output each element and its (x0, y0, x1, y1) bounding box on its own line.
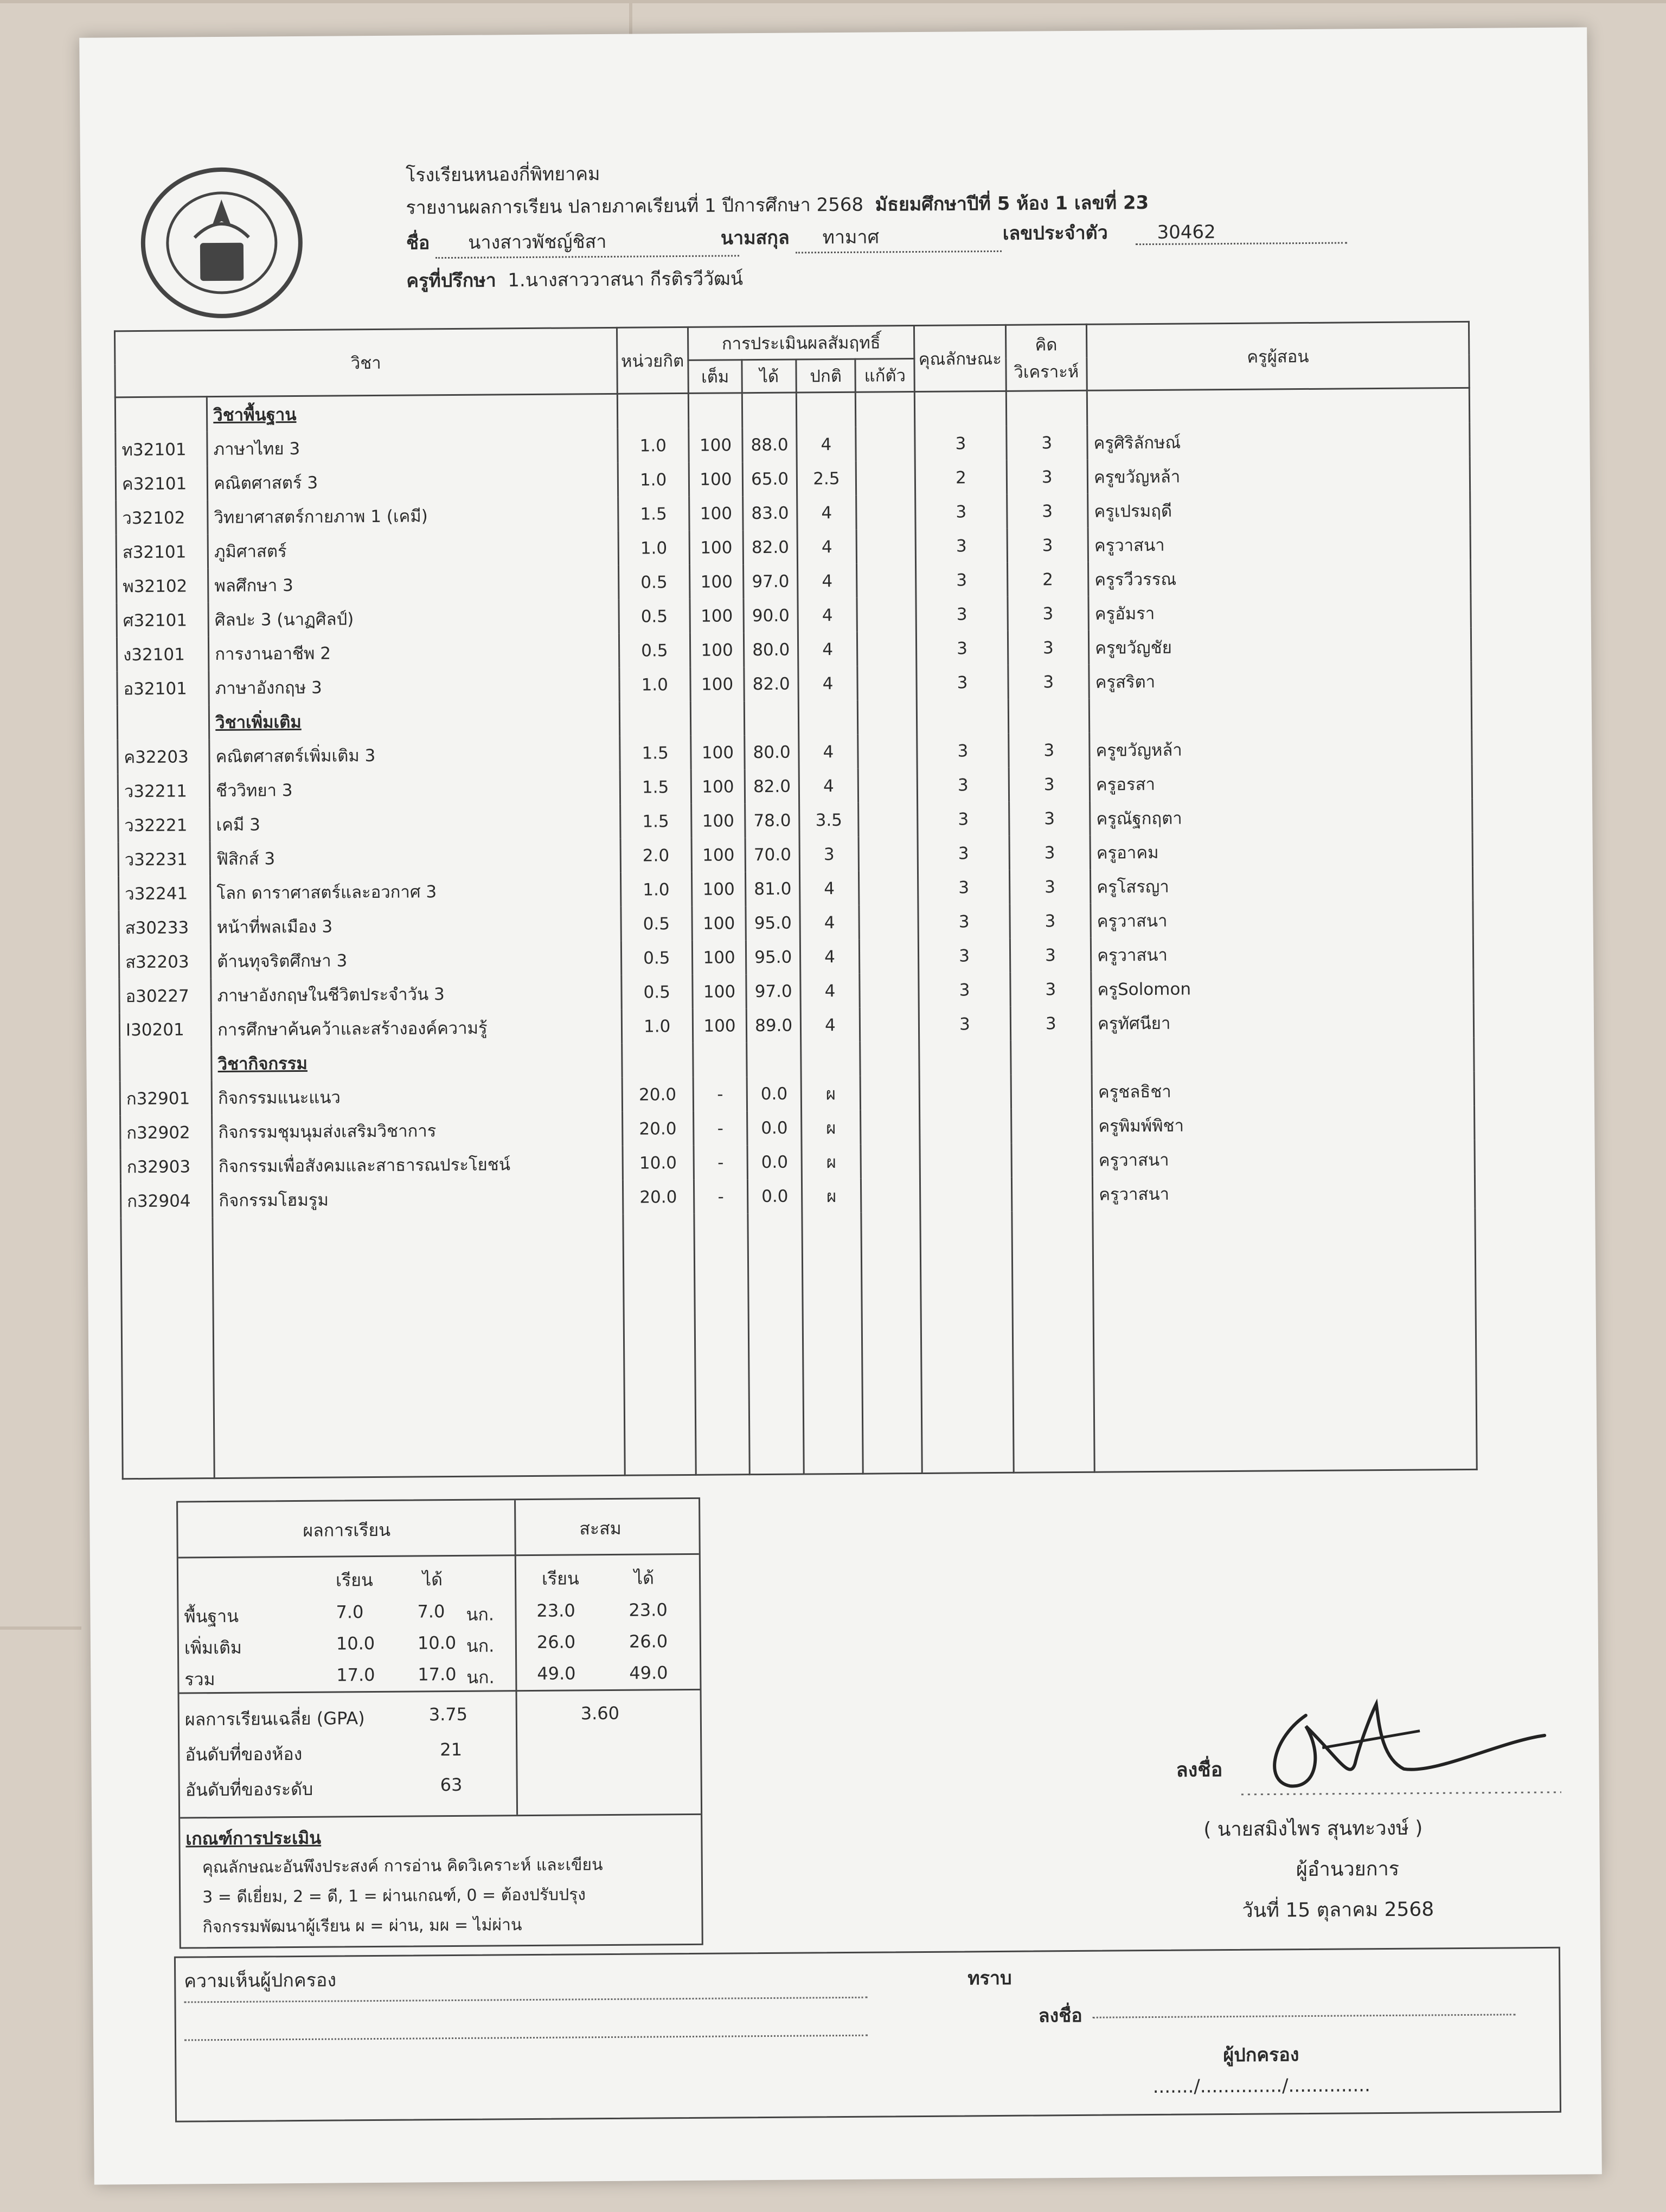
cell-credit: 0.5 (621, 906, 693, 941)
cell-name: คณิตศาสตร์เพิ่มเติม 3 (209, 736, 620, 773)
summary-cum_got: 26.0 (629, 1631, 668, 1652)
cell-char: 3 (919, 973, 1010, 1007)
col-cum-got: ได้ (633, 1567, 655, 1589)
cell-name: โลก ดาราศาสตร์และอวกาศ 3 (210, 873, 621, 910)
cell-got: 0.0 (747, 1077, 801, 1111)
cell-think: 3 (1010, 938, 1091, 973)
cell-char: 3 (917, 734, 1009, 768)
criteria-3: กิจกรรมพัฒนาผู้เรียน ผ = ผ่าน, มผ = ไม่ผ่าน (202, 1915, 522, 1937)
summary-label: เพิ่มเติม (184, 1637, 242, 1658)
cell-fix (858, 837, 918, 871)
cell-got: 80.0 (744, 633, 798, 667)
cell-code: อ32101 (117, 671, 209, 705)
cell-think: 3 (1008, 665, 1089, 699)
summary-study: 17.0 (336, 1664, 375, 1686)
name-row (406, 226, 740, 259)
class-line: มัธยมศึกษาปีที่ 5 ห้อง 1 เลขที่ 23 (875, 191, 1149, 216)
cell-credit: 1.0 (617, 428, 689, 463)
cell-fix (861, 1110, 920, 1144)
cell-code: ส32101 (116, 534, 208, 569)
summary-cum_got: 23.0 (629, 1599, 668, 1621)
cell-got: 0.0 (748, 1179, 802, 1214)
cell-name: ฟิสิกส์ 3 (210, 839, 620, 876)
cell-think: 3 (1009, 870, 1091, 904)
cell-char (920, 1109, 1011, 1144)
cell-char: 3 (918, 836, 1009, 871)
cell-think (1011, 1109, 1092, 1143)
cell-think: 3 (1007, 494, 1088, 529)
cell-char: 3 (918, 768, 1009, 802)
cell-got: 88.0 (742, 428, 797, 462)
cell-credit: 20.0 (623, 1180, 694, 1214)
cell-think (1011, 1075, 1092, 1109)
col-got: ได้ (422, 1569, 443, 1590)
cell-full: 100 (689, 530, 744, 565)
cell-think: 3 (1010, 1006, 1092, 1041)
header-teacher: ครูผู้สอน (1087, 321, 1470, 390)
cell-char: 3 (917, 665, 1008, 700)
summary-label: รวม (184, 1669, 215, 1690)
cell-fix (861, 1178, 920, 1213)
cell-full: 100 (691, 838, 746, 872)
cell-teacher: ครูอาคม (1090, 833, 1472, 870)
cell-teacher: ครูขวัญชัย (1088, 628, 1471, 665)
parent-sign-label: ลงชื่อ (1038, 2004, 1082, 2027)
report-line: รายงานผลการเรียน ปลายภาคเรียนที่ 1 ปีการศึกษา 2568 (406, 194, 864, 219)
section-title: วิชากิจกรรม (212, 1044, 622, 1081)
cell-full: - (693, 1111, 747, 1146)
cell-grade: ผ (802, 1144, 861, 1179)
cell-code: ว32211 (118, 773, 210, 808)
header-full: เต็ม (688, 360, 742, 394)
cell-credit: 20.0 (622, 1077, 694, 1112)
cell-fix (856, 563, 916, 598)
cell-got: 97.0 (746, 974, 800, 1009)
cell-code: ก32901 (120, 1081, 212, 1115)
cell-think: 3 (1009, 904, 1091, 938)
cell-fix (857, 597, 917, 632)
parent-opinion-label: ความเห็นผู้ปกครอง (184, 1969, 337, 1992)
cell-grade: 4 (798, 632, 857, 667)
cell-code: ส32203 (119, 944, 211, 979)
cell-code: ว32231 (118, 841, 210, 876)
section-title: วิชาเพิ่มเติม (209, 702, 619, 739)
name-value: นางสาวพัชญ์ชิสา (435, 226, 739, 259)
cell-full: 100 (690, 633, 744, 667)
signer-name: ( นายสมิงไพร สุนทะวงษ์ ) (1203, 1817, 1423, 1841)
cell-char: 2 (915, 460, 1007, 495)
cell-code: อ30227 (119, 978, 212, 1013)
cell-teacher: ครูณัฐกฤตา (1090, 799, 1472, 835)
cell-got: 0.0 (747, 1111, 802, 1146)
level-rank-label: อันดับที่ของระดับ (185, 1778, 313, 1801)
cell-think: 3 (1009, 801, 1090, 836)
cell-full: 100 (693, 974, 747, 1009)
cell-grade: ผ (802, 1110, 861, 1145)
cell-full: 100 (689, 428, 743, 462)
cell-got: 82.0 (745, 769, 799, 804)
cell-code: ค32101 (116, 466, 208, 500)
cell-full: - (693, 1077, 747, 1111)
cell-full: 100 (690, 667, 745, 702)
cell-teacher: ครูโสรญา (1091, 867, 1473, 904)
cell-fix (860, 1076, 920, 1110)
cell-name: กิจกรรมโฮมรูม (213, 1180, 623, 1217)
cell-credit: 0.5 (619, 633, 690, 668)
summary-unit: นก. (466, 1667, 495, 1688)
cell-credit: 10.0 (623, 1146, 694, 1180)
cell-fix (860, 973, 919, 1008)
cell-credit: 0.5 (621, 941, 693, 975)
cell-teacher: ครูSolomon (1091, 969, 1473, 1006)
cell-teacher: ครูวาสนา (1092, 1140, 1475, 1177)
cell-credit: 2.0 (620, 838, 692, 873)
summary-cum_got: 49.0 (629, 1662, 668, 1683)
cell-grade: 4 (797, 496, 856, 530)
criteria-title: เกณฑ์การประเมิน (185, 1827, 322, 1849)
summary-got: 17.0 (418, 1663, 457, 1685)
director-signature-icon (1241, 1692, 1567, 1803)
cell-teacher: ครูขวัญหล้า (1087, 457, 1470, 494)
cell-credit: 1.0 (618, 462, 689, 497)
header-credit: หน่วยกิต (617, 327, 688, 394)
cell-char: 3 (915, 426, 1007, 461)
cell-fix (858, 871, 918, 905)
parent-sign-line (1093, 2014, 1516, 2018)
criteria-1: คุณลักษณะอันพึงประสงค์ การอ่าน คิดวิเคราะห์ และเขียน (202, 1855, 603, 1877)
cell-think: 3 (1008, 631, 1089, 665)
cell-fix (859, 905, 919, 940)
cell-teacher: ครูวาสนา (1093, 1174, 1475, 1211)
cell-think: 3 (1009, 767, 1090, 802)
summary-cum_study: 26.0 (536, 1631, 576, 1652)
cell-got: 80.0 (745, 735, 799, 770)
cell-got: 95.0 (746, 940, 800, 975)
cell-credit: 20.0 (622, 1111, 694, 1146)
header-correction: แก้ตัว (855, 359, 915, 393)
cell-grade: 4 (798, 598, 857, 633)
cell-got: 78.0 (745, 803, 799, 838)
cell-name: การศึกษาค้นคว้าและสร้างองค์ความรู้ (211, 1009, 621, 1046)
cell-teacher: ครูอรสา (1090, 764, 1472, 801)
cell-name: ต้านทุจริตศึกษา 3 (211, 941, 621, 978)
cell-got: 83.0 (743, 496, 797, 531)
cell-got: 89.0 (747, 1008, 801, 1043)
cumulative-title: สะสม (579, 1517, 621, 1539)
cell-fix (860, 1007, 919, 1042)
cell-think: 3 (1006, 426, 1087, 460)
cell-name: ภาษาอังกฤษในชีวิตประจำวัน 3 (211, 975, 621, 1012)
cell-teacher: ครูอัมรา (1088, 594, 1471, 631)
cell-teacher: ครูเปรมฤดี (1088, 491, 1470, 528)
cell-fix (857, 632, 917, 666)
cell-name: การงานอาชีพ 2 (209, 634, 619, 671)
cell-credit: 1.0 (618, 531, 690, 565)
signer-position: ผู้อำนวยการ (1296, 1857, 1400, 1881)
surname-value: ทามาศ (795, 221, 1001, 254)
cell-credit: 1.0 (619, 667, 691, 702)
cell-grade: 4 (800, 871, 859, 906)
cell-grade: 4 (800, 905, 859, 940)
summary-unit: นก. (466, 1635, 495, 1656)
cell-grade: 4 (799, 769, 858, 803)
cell-code: ว32221 (118, 807, 210, 842)
cell-name: วิทยาศาสตร์กายภาพ 1 (เคมี) (208, 497, 618, 534)
summary-unit: นก. (466, 1604, 495, 1625)
advisor-label: ครูที่ปรึกษา (406, 269, 496, 292)
id-row (1003, 216, 1347, 247)
cell-code: ก32903 (120, 1149, 213, 1184)
gpa-cum-value: 3.60 (580, 1702, 620, 1724)
level-rank-value: 63 (440, 1774, 463, 1796)
header-got: ได้ (742, 359, 796, 393)
class-rank-value: 21 (440, 1739, 463, 1760)
summary-box (176, 1497, 703, 1949)
cell-code: ค32203 (118, 739, 210, 774)
id-value: 30462 (1135, 220, 1347, 245)
cell-grade: 4 (800, 1008, 860, 1043)
header-analytical: คิดวิเคราะห์ (1005, 324, 1087, 391)
cell-grade: 4 (799, 735, 858, 769)
cell-char: 3 (918, 904, 1010, 939)
cell-grade: 4 (798, 564, 857, 599)
surname-label: นามสกุล (720, 227, 790, 249)
cell-name: ภาษาอังกฤษ 3 (209, 668, 619, 705)
sign-label: ลงชื่อ (1176, 1759, 1223, 1782)
header-character: คุณลักษณะ (914, 325, 1006, 391)
cell-full: 100 (690, 599, 744, 633)
id-label: เลขประจำตัว (1002, 222, 1108, 245)
cell-teacher: ครูสริตา (1089, 662, 1471, 699)
acknowledge-label: ทราบ (967, 1967, 1012, 1990)
opinion-line-1 (184, 1997, 868, 2003)
cell-fix (856, 461, 915, 496)
cell-char: 3 (918, 870, 1010, 905)
cell-grade: ผ (802, 1179, 861, 1213)
cell-char: 3 (915, 494, 1007, 529)
col-study: เรียน (335, 1570, 373, 1591)
advisor-row (406, 263, 743, 295)
cell-code: พ32102 (117, 568, 209, 603)
cell-full: - (694, 1145, 748, 1180)
cell-full: 100 (693, 1008, 747, 1043)
cell-name: หน้าที่พลเมือง 3 (210, 907, 621, 944)
cell-credit: 1.5 (620, 770, 691, 805)
cell-think: 3 (1008, 733, 1090, 768)
cell-grade: 2.5 (797, 461, 856, 496)
cell-name: ชีววิทยา 3 (209, 770, 620, 807)
cell-code: ว32102 (116, 500, 208, 535)
cell-credit: 1.0 (620, 872, 692, 907)
cell-name: ภาษาไทย 3 (207, 429, 618, 466)
cell-char: 3 (915, 529, 1007, 563)
cell-name: ภูมิศาสตร์ (208, 531, 618, 568)
cell-code: ศ32101 (117, 602, 209, 637)
cell-code: I30201 (119, 1012, 212, 1047)
cell-char (920, 1075, 1011, 1110)
cell-code: ก32904 (120, 1183, 213, 1218)
cell-credit: 0.5 (619, 599, 690, 634)
cell-char: 3 (917, 631, 1008, 666)
cell-fix (861, 1144, 920, 1179)
cell-got: 82.0 (744, 667, 798, 702)
cell-credit: 1.5 (619, 736, 691, 770)
cell-got: 70.0 (745, 838, 799, 872)
cell-credit: 0.5 (618, 565, 690, 600)
cell-teacher: ครูศิริลักษณ์ (1087, 423, 1470, 460)
cell-teacher: ครูวาสนา (1091, 935, 1473, 972)
cell-think: 3 (1007, 528, 1088, 563)
cell-name: ศิลปะ 3 (นาฏศิลป์) (208, 600, 619, 636)
cell-full: 100 (691, 735, 745, 770)
cell-think: 3 (1009, 835, 1091, 870)
cell-grade: 4 (797, 427, 856, 462)
cell-char: 3 (919, 1007, 1011, 1041)
cell-got: 65.0 (742, 462, 797, 497)
cell-got: 95.0 (746, 906, 800, 941)
opinion-line-2 (184, 2035, 868, 2041)
cell-fix (856, 427, 915, 461)
cell-teacher: ครูรวีวรรณ (1088, 560, 1471, 596)
cell-char (920, 1178, 1012, 1212)
cell-full: 100 (689, 462, 743, 497)
school-seal-icon (134, 161, 309, 325)
grades-body (115, 388, 1477, 1478)
header-normal: ปกติ (796, 359, 855, 393)
cell-teacher: ครูทัศนียา (1091, 1004, 1473, 1040)
school-name: โรงเรียนหนองกี่พิทยาคม (405, 163, 600, 187)
gpa-value: 3.75 (428, 1703, 468, 1725)
cell-full: 100 (689, 496, 743, 531)
advisor-value: 1.นางสาววาสนา กีรติรวีวัฒน์ (508, 268, 744, 292)
cell-credit: 1.0 (621, 1009, 693, 1044)
cell-grade: 4 (798, 666, 857, 701)
cell-teacher: ครูขวัญหล้า (1090, 730, 1472, 767)
cell-code: ง32101 (117, 636, 209, 671)
cell-credit: 1.5 (618, 497, 689, 531)
cell-name: พลศึกษา 3 (208, 565, 619, 602)
cell-fix (858, 734, 918, 769)
summary-got: 7.0 (417, 1601, 445, 1622)
cell-grade: 3.5 (799, 803, 858, 838)
cell-code: ส30233 (119, 910, 211, 944)
cell-name: เคมี 3 (210, 805, 620, 841)
cell-full: 100 (691, 803, 745, 838)
cell-teacher: ครูวาสนา (1088, 525, 1470, 562)
cell-fix (856, 529, 916, 564)
cell-fix (859, 939, 919, 974)
cell-grade: 4 (797, 530, 856, 564)
cell-name: กิจกรรมแนะแนว (212, 1078, 622, 1115)
cell-got: 82.0 (743, 530, 797, 565)
cell-teacher: ครูชลธิชา (1092, 1072, 1474, 1109)
header-assessment: การประเมินผลสัมฤทธิ์ (688, 326, 914, 361)
cell-got: 90.0 (744, 599, 798, 633)
criteria-2: 3 = ดีเยี่ยม, 2 = ดี, 1 = ผ่านเกณฑ์, 0 = ต้องปรับปรุง (202, 1885, 586, 1907)
summary-cum_study: 49.0 (537, 1663, 576, 1684)
cell-full: 100 (692, 906, 746, 941)
cell-grade: 3 (799, 837, 858, 872)
cell-name: กิจกรรมเพื่อสังคมและสาธารณประโยชน์ (212, 1146, 623, 1183)
report-sheet (79, 27, 1602, 2184)
surname-row (721, 221, 1002, 254)
sign-date: วันที่ 15 ตุลาคม 2568 (1242, 1898, 1434, 1922)
summary-study: 10.0 (336, 1633, 375, 1654)
cell-think: 2 (1007, 562, 1088, 597)
col-cum-study: เรียน (541, 1568, 579, 1589)
cell-grade: ผ (801, 1076, 860, 1111)
cell-fix (857, 666, 917, 700)
cell-char: 3 (918, 802, 1009, 837)
cell-got: 0.0 (747, 1145, 802, 1180)
cell-got: 81.0 (746, 872, 800, 906)
cell-grade: 4 (800, 940, 859, 974)
cell-got: 97.0 (744, 564, 798, 599)
cell-teacher: ครูพิมพ์พิชา (1092, 1106, 1475, 1143)
parent-role: ผู้ปกครอง (1223, 2044, 1299, 2067)
cell-teacher: ครูวาสนา (1091, 901, 1473, 938)
name-label: ชื่อ (406, 232, 430, 254)
cell-char: 3 (916, 563, 1008, 597)
cell-fix (858, 768, 918, 803)
cell-grade: 4 (800, 974, 860, 1008)
cell-credit: 1.5 (620, 804, 691, 839)
cell-full: 100 (692, 940, 746, 975)
cell-think (1011, 1177, 1093, 1212)
cell-char (920, 1143, 1011, 1178)
grades-table (114, 321, 1478, 1480)
parent-date: ......./............../.............. (1152, 2074, 1370, 2098)
cell-char: 3 (919, 938, 1010, 973)
cell-think: 3 (1007, 460, 1088, 494)
cell-full: - (694, 1179, 748, 1214)
cell-name: คณิตศาสตร์ 3 (207, 463, 618, 500)
report-title (406, 188, 1149, 222)
parent-box (174, 1947, 1561, 2123)
cell-char: 3 (916, 597, 1008, 632)
filler-row (121, 1208, 1477, 1479)
cell-name: กิจกรรมชุมนุมส่งเสริมวิชาการ (212, 1112, 623, 1149)
cell-full: 100 (689, 564, 744, 599)
cell-code: ก32902 (120, 1115, 213, 1149)
cell-fix (856, 495, 916, 530)
section-title: วิชาพื้นฐาน (207, 394, 618, 432)
summary-cum_study: 23.0 (536, 1600, 575, 1621)
cell-code: ว32241 (119, 876, 211, 910)
gpa-label: ผลการเรียนเฉลี่ย (GPA) (184, 1708, 365, 1730)
summary-got: 10.0 (417, 1632, 457, 1654)
cell-fix (858, 802, 918, 837)
cell-credit: 0.5 (621, 975, 693, 1009)
cell-full: 100 (691, 769, 745, 804)
cell-full: 100 (691, 872, 746, 906)
summary-label: พื้นฐาน (184, 1605, 239, 1627)
summary-study: 7.0 (336, 1602, 364, 1623)
header-subject: วิชา (114, 327, 617, 397)
cell-think: 3 (1007, 596, 1088, 631)
results-title: ผลการเรียน (303, 1519, 391, 1541)
cell-think: 3 (1010, 972, 1091, 1007)
class-rank-label: อันดับที่ของห้อง (185, 1743, 303, 1765)
cell-think (1011, 1143, 1093, 1178)
cell-code: ท32101 (116, 432, 208, 466)
